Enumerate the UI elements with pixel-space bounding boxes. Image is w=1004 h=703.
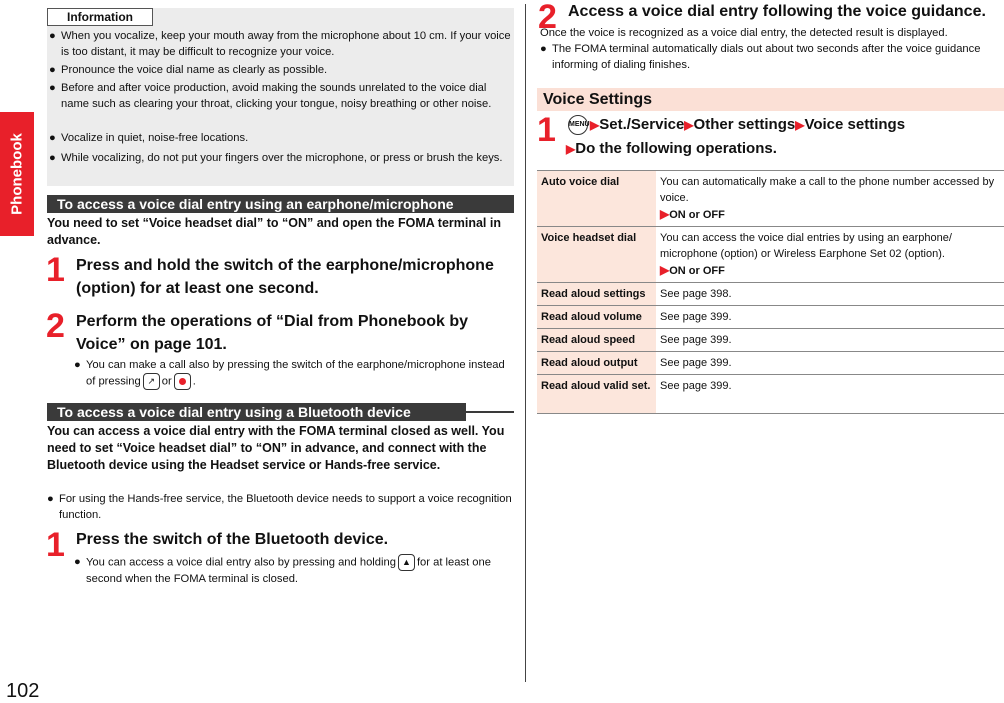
step-number: 2 [538,0,557,36]
menu-key-icon: MENU [568,115,588,135]
step-number: 1 [46,526,65,564]
earphone-heading: To access a voice dial entry using an earphone/microphone [47,195,514,213]
info-bullet: ● When you vocalize, keep your mouth away from the microphone about 10 cm. If your voice is too distant, it may be difficult to recognize your voice. [49,30,511,58]
call-key-icon: ↗ [143,373,160,390]
setting-name: Read aloud output [537,352,656,375]
bluetooth-intro: You can access a voice dial entry with the FOMA terminal closed as well. You need to set “Voice headset dial” to “ON” in advance, and connect with the Bluetooth device using the Headset service or Hands-free service. [47,424,505,472]
earphone-step2-note: ● You can make a call also by pressing the switch of the earphone/microphone instead of pressing ↗ or . [74,357,514,390]
setting-name: Voice headset dial [537,227,656,283]
setting-desc: You can access the voice dial entries by using an earphone/ microphone (option) or Wireless Earphone Set 02 (option). ▶ON or OFF [656,227,1004,283]
earphone-intro: You need to set “Voice headset dial” to “ON” and open the FOMA terminal in advance. [47,216,501,247]
side-tab [0,112,34,236]
heading-rule [466,411,514,413]
table-row [537,375,1004,414]
setting-name: Read aloud settings [537,283,656,306]
setting-desc: See page 399. [656,306,1004,329]
step-number: 2 [46,307,65,345]
table-row [537,352,1004,375]
bluetooth-heading: To access a voice dial entry using a Bluetooth device [47,403,466,421]
bluetooth-step1: Press the switch of the Bluetooth device. [76,531,389,548]
power-key-icon [174,373,191,390]
voice-guidance-text: Once the voice is recognized as a voice dial entry, the detected result is displayed. [540,27,948,39]
page-number: 102 [6,680,40,702]
up-key-icon: ▲ [398,554,415,571]
setting-desc: See page 399. [656,329,1004,352]
setting-name: Read aloud volume [537,306,656,329]
voice-settings-table [537,170,1004,414]
voice-settings-title: Voice Settings [537,88,1004,111]
bluetooth-step1-note: ● You can access a voice dial entry also by pressing and holding ▲ for at least one second when the FOMA terminal is closed. [74,556,491,585]
setting-name: Read aloud valid set. [537,375,656,414]
step-number: 1 [537,111,556,149]
earphone-step2: Perform the operations of “Dial from Phonebook by Voice” on page 101. [76,313,469,353]
info-bullet: ● Before and after voice production, avoid making the sounds unrelated to the voice dial name such as clearing your throat, clicking your tongue, noisy breathing or other noise. [49,82,492,110]
table-row [537,329,1004,352]
setting-desc: You can automatically make a call to the phone number accessed by voice. ▶ON or OFF [656,171,1004,227]
column-divider [525,4,526,682]
info-bullet: ● Pronounce the voice dial name as clearly as possible. [49,64,328,76]
step-number: 1 [46,251,65,289]
info-bullet: ● Vocalize in quiet, noise-free locations. [49,132,249,144]
table-row [537,283,1004,306]
table-row [537,227,1004,283]
setting-name: Auto voice dial [537,171,656,227]
info-bullet: ● While vocalizing, do not put your fingers over the microphone, or press or brush the keys. [49,152,503,164]
setting-desc: See page 399. [656,352,1004,375]
setting-desc: See page 399. [656,375,1004,414]
setting-name: Read aloud speed [537,329,656,352]
information-title: Information [47,8,153,26]
voice-guidance-step: Access a voice dial entry following the voice guidance. [568,3,986,20]
bluetooth-note: ● For using the Hands-free service, the Bluetooth device needs to support a voice recognition function. [47,493,512,521]
earphone-step1: Press and hold the switch of the earphone/microphone (option) for at least one second. [76,257,494,297]
table-row [537,306,1004,329]
side-tab-label: Phonebook [8,133,26,215]
voice-guidance-note: ● The FOMA terminal automatically dials out about two seconds after the voice guidance informing of dialing finishes. [540,43,981,71]
table-row [537,171,1004,227]
setting-desc: See page 398. [656,283,1004,306]
menu-path: MENU▶Set./Service▶Other settings▶Voice settings ▶Do the following operations. [566,116,906,157]
